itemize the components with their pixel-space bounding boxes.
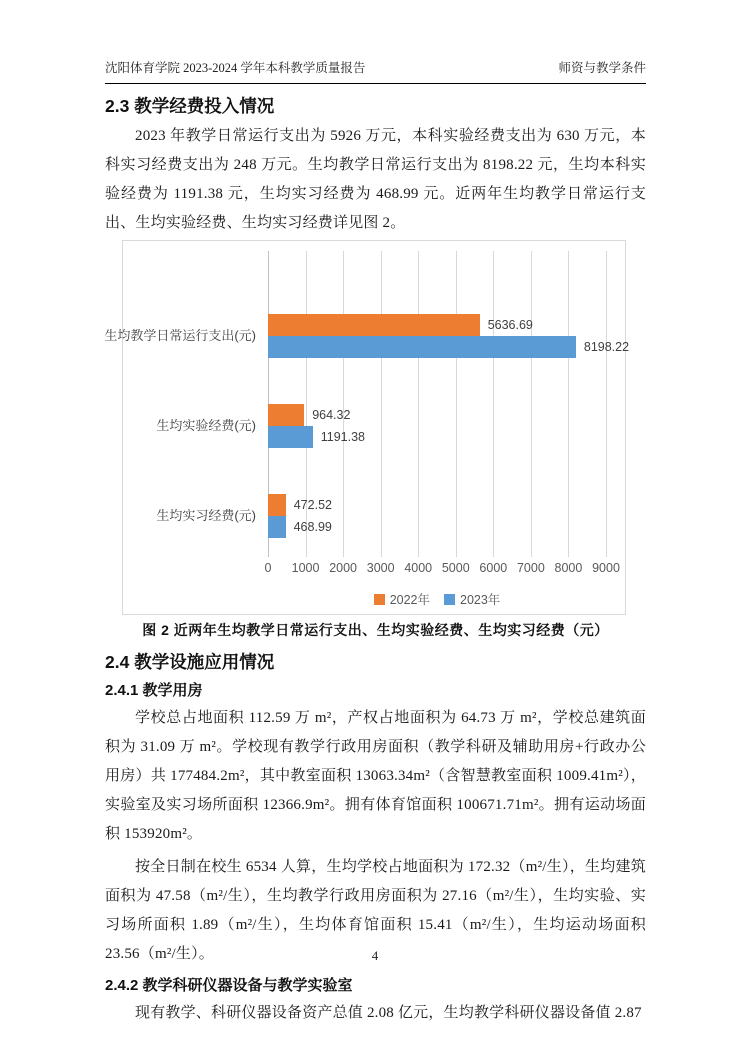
- figure-caption: 图 2 近两年生均教学日常运行支出、生均实验经费、生均实习经费（元）: [142, 622, 609, 638]
- legend-swatch-icon: [374, 594, 385, 605]
- section-heading-2-4: 2.4 教学设施应用情况: [105, 652, 275, 672]
- chart-category-label: 生均实习经费(元): [156, 508, 256, 523]
- chart-legend: [268, 590, 606, 608]
- chart-x-tick-label: 5000: [441, 561, 470, 575]
- chart-gridline: [493, 251, 494, 557]
- chart-data-label: 468.99: [293, 520, 332, 534]
- chart-x-tick-label: 3000: [366, 561, 395, 575]
- chart-bar-2023年-0: [268, 336, 576, 358]
- page-number: 4: [371, 948, 379, 963]
- chart-bar-2023年-2: [268, 516, 286, 538]
- chart-data-label: 964.32: [312, 408, 351, 422]
- chart-category-label: 生均教学日常运行支出(元): [104, 328, 256, 343]
- chart-x-tick-label: 7000: [516, 561, 545, 575]
- chart-x-tick-label: 4000: [404, 561, 433, 575]
- chart-x-tick-label: 2000: [329, 561, 358, 575]
- chart-x-tick-label: 9000: [592, 561, 620, 575]
- chart-x-tick-label: 0: [264, 561, 272, 575]
- chart-gridline: [606, 251, 607, 557]
- legend-swatch-icon: [444, 594, 455, 605]
- paragraph-equipment: 现有教学、科研仪器设备资产总值 2.08 亿元，生均教学科研仪器设备值 2.87: [135, 1005, 642, 1021]
- chart-bar-2022年-2: [268, 494, 286, 516]
- chart-data-label: 472.52: [293, 498, 332, 512]
- chart-x-tick-label: 8000: [554, 561, 583, 575]
- chart-gridline: [456, 251, 457, 557]
- chart-bar-2022年-0: [268, 314, 480, 336]
- section-heading-2-4-1: 2.4.1 教学用房: [105, 682, 203, 699]
- header-right-section: 师资与教学条件: [558, 61, 646, 75]
- page-header: [105, 58, 646, 84]
- chart-gridline: [568, 251, 569, 557]
- legend-item-2022年: [374, 590, 430, 608]
- chart-category-label: 生均实验经费(元): [156, 418, 256, 433]
- chart-data-label: 1191.38: [320, 430, 365, 444]
- paragraph-building-area: 学校总占地面积 112.59 万 m²，产权占地面积为 64.73 万 m²，学校总建筑面积为 31.09 万 m²。学校现有教学行政用房面积（教学科研及辅助用房+行政办公用房）共 177484.2m²，其中教室面积 13063.34m²（含智慧教室面积 1009.41m²），实验室及实习场所面积 12366.9m²。拥有体育馆面积 100671.71m²。拥有运动场面积 153920m²。: [105, 710, 646, 842]
- legend-label: 2023年: [460, 593, 501, 607]
- chart-data-label: 5636.69: [487, 318, 533, 332]
- legend-label: 2022年: [389, 593, 430, 607]
- chart-x-tick-label: 6000: [479, 561, 508, 575]
- chart-data-label: 8198.22: [583, 340, 630, 354]
- chart-bar-2023年-1: [268, 426, 313, 448]
- header-left-title: 沈阳体育学院 2023-2024 学年本科教学质量报告: [105, 61, 366, 75]
- chart-gridline: [418, 251, 419, 557]
- legend-item-2023年: [444, 590, 500, 608]
- chart-bar-2022年-1: [268, 404, 304, 426]
- chart-gridline: [531, 251, 532, 557]
- paragraph-per-student-area: 按全日制在校生 6534 人算，生均学校占地面积为 172.32（m²/生），生均建筑面积为 47.58（m²/生），生均教学行政用房面积为 27.16（m²/生），生均实验、实习场所面积 1.89（m²/生），生均体育馆面积 15.41（m²/生），生均运动场面积 23.56（m²/生）。: [105, 859, 646, 962]
- section-heading-2-4-2: 2.4.2 教学科研仪器设备与教学实验室: [105, 977, 353, 994]
- chart-gridline: [381, 251, 382, 557]
- bar-chart-figure-2: [104, 240, 630, 615]
- paragraph-funding: 2023 年教学日常运行支出为 5926 万元，本科实验经费支出为 630 万元，本科实习经费支出为 248 万元。生均教学日常运行支出为 8198.22 元，生均本科实验经费为 1191.38 元，生均实习经费为 468.99 元。近两年生均教学日常运行支出、生均实验经费、生均实习经费详见图 2。: [105, 128, 646, 231]
- section-heading-2-3: 2.3 教学经费投入情况: [105, 96, 275, 116]
- chart-x-tick-label: 1000: [291, 561, 320, 575]
